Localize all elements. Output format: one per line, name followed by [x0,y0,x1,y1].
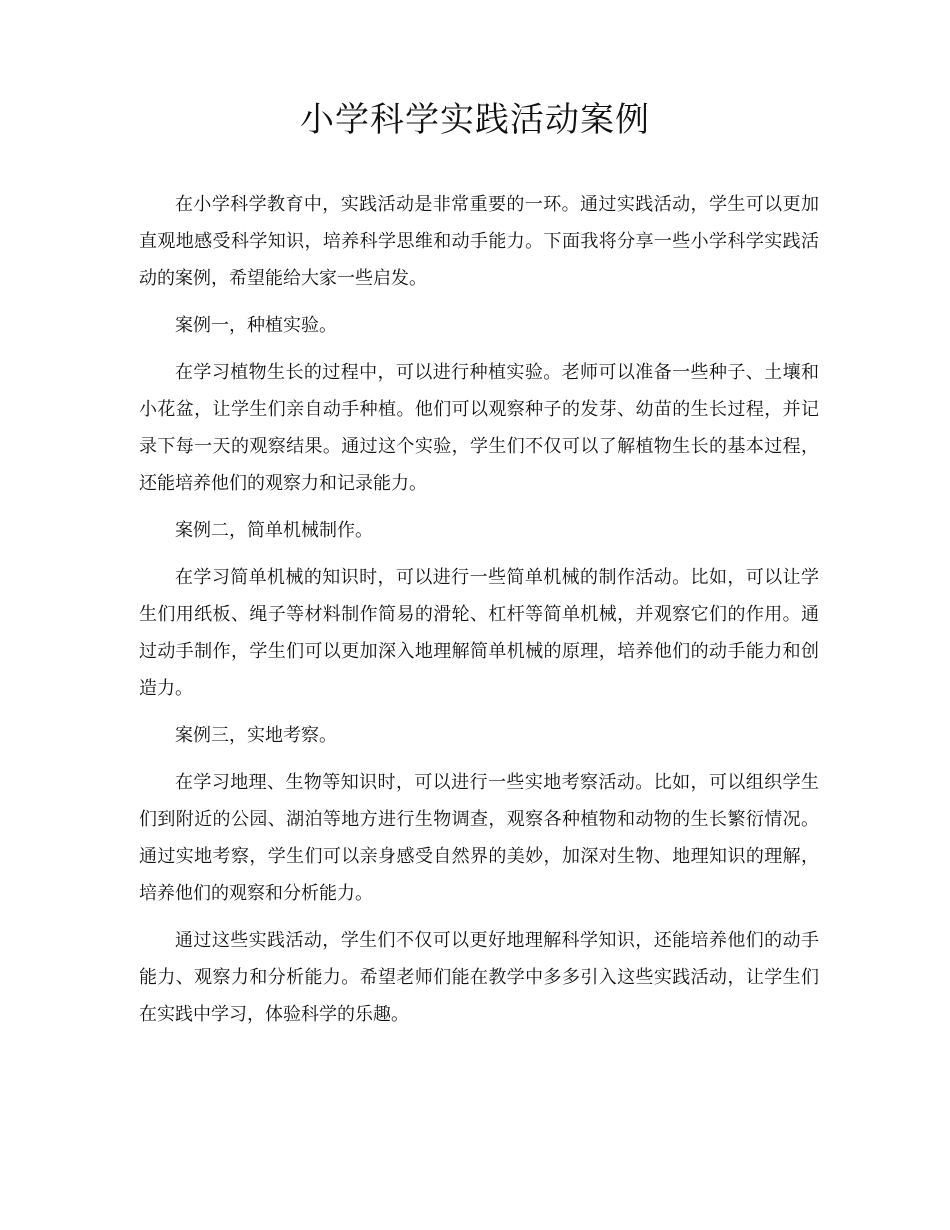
conclusion-paragraph: 通过这些实践活动，学生们不仅可以更好地理解科学知识，还能培养他们的动手能力、观察力和分析能力。希望老师们能在教学中多多引入这些实践活动，让学生们在实践中学习，体验科学的乐趣。 [139,930,819,1025]
case-1-body: 在学习植物生长的过程中，可以进行种植实验。老师可以准备一些种子、土壤和小花盆，让学生们亲自动手种植。他们可以观察种子的发芽、幼苗的生长过程，并记录下每一天的观察结果。通过这个实验，学生们不仅可以了解植物生长的基本过程，还能培养他们的观察力和记录能力。 [139,362,819,494]
case-2-heading: 案例二，简单机械制作。 [175,520,373,541]
intro-paragraph: 在小学科学教育中，实践活动是非常重要的一环。通过实践活动，学生可以更加直观地感受科学知识，培养科学思维和动手能力。下面我将分享一些小学科学实践活动的案例，希望能给大家一些启发。 [139,194,819,289]
document-body [139,186,819,1043]
case-2-body: 在学习简单机械的知识时，可以进行一些简单机械的制作活动。比如，可以让学生们用纸板、绳子等材料制作简易的滑轮、杠杆等简单机械，并观察它们的作用。通过动手制作，学生们可以更加深入地理解简单机械的原理，培养他们的动手能力和创造力。 [139,567,819,699]
case-3-body: 在学习地理、生物等知识时，可以进行一些实地考察活动。比如，可以组织学生们到附近的公园、湖泊等地方进行生物调查，观察各种植物和动物的生长繁衍情况。通过实地考察，学生们可以亲身感受自然界的美妙，加深对生物、地理知识的理解，培养他们的观察和分析能力。 [139,772,819,904]
case-1-heading: 案例一，种植实验。 [175,315,337,336]
case-3-heading: 案例三，实地考察。 [175,725,337,746]
document-title: 小学科学实践活动案例 [300,100,650,140]
